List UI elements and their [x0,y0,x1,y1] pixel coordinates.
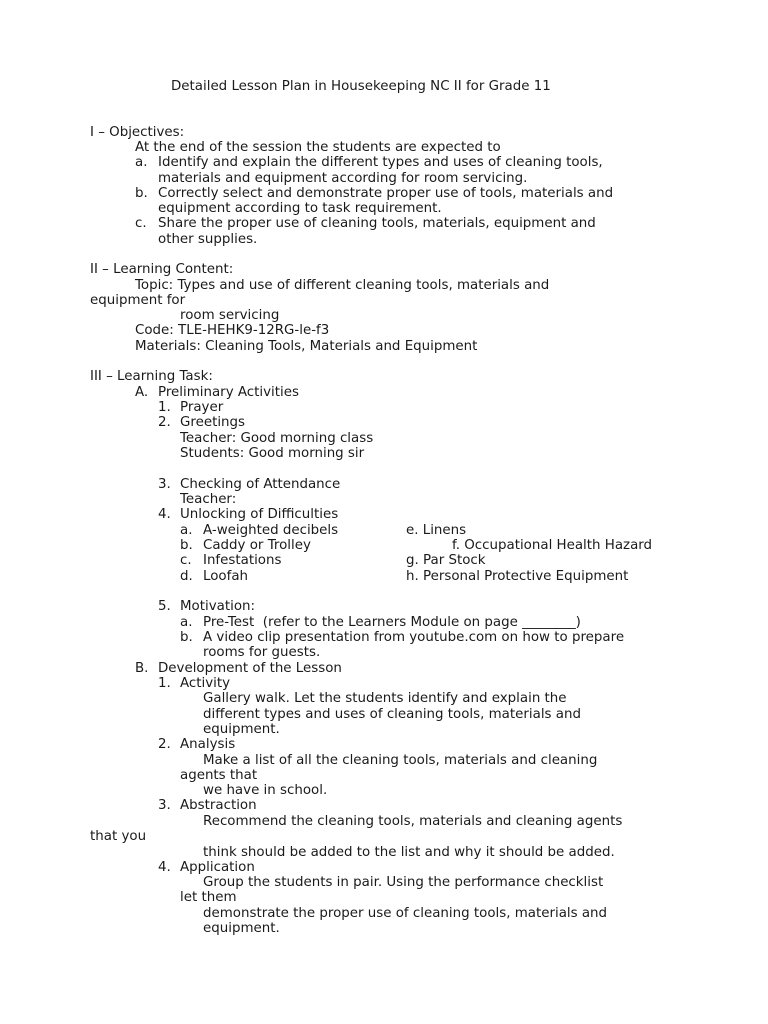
motivation-pretest: Pre-Test (refer to the Learners Module on page ________) [203,615,581,630]
objective-marker: b. [135,186,148,201]
activity-text: Gallery walk. Let the students identify and explain the [203,691,567,706]
term-right: e. Linens [406,523,467,538]
term-text: Infestations [203,553,282,568]
term-right: f. Occupational Health Hazard [452,538,653,553]
topic-line: Topic: Types and use of different cleaning tools, materials and [135,278,550,293]
activity-text: different types and uses of cleaning tools, materials and [203,707,581,722]
abstraction-text: that you [90,829,147,844]
analysis-text: we have in school. [203,783,328,798]
objective-marker: c. [135,216,147,231]
term-marker: b. [180,538,193,553]
section-marker: A. [135,385,149,400]
learning-content-heading: II – Learning Content: [90,262,234,277]
topic-line: room servicing [180,308,280,323]
application-text: demonstrate the proper use of cleaning tools, materials and [203,906,608,921]
development-label: Development of the Lesson [158,661,342,676]
term-text: Loofah [203,569,249,584]
greetings-students: Students: Good morning sir [180,446,365,461]
application-text: Group the students in pair. Using the performance checklist [203,875,604,890]
difficulties-label: Unlocking of Difficulties [180,507,339,522]
abstraction-text: Recommend the cleaning tools, materials and cleaning agents [203,814,623,829]
attendance-label: Checking of Attendance [180,477,341,492]
term-right: h. Personal Protective Equipment [406,569,629,584]
analysis-text: Make a list of all the cleaning tools, materials and cleaning [203,753,598,768]
objective-text: Correctly select and demonstrate proper use of tools, materials and [158,186,614,201]
activity-label: Activity [180,676,231,691]
greetings-teacher: Teacher: Good morning class [180,431,374,446]
item-marker: 2. [158,415,171,430]
abstraction-label: Abstraction [180,798,257,813]
code-line: Code: TLE-HEHK9-12RG-le-f3 [135,323,330,338]
application-label: Application [180,860,255,875]
term-right: g. Par Stock [406,553,486,568]
learning-task-heading: III – Learning Task: [90,369,213,384]
objective-text: Identify and explain the different types and uses of cleaning tools, [158,155,603,170]
prayer-label: Prayer [180,400,224,415]
motivation-marker: a. [180,615,193,630]
item-marker: 1. [158,676,171,691]
objective-text: Share the proper use of cleaning tools, materials, equipment and [158,216,596,231]
objective-marker: a. [135,155,148,170]
term-text: Caddy or Trolley [203,538,311,553]
materials-line: Materials: Cleaning Tools, Materials and Equipment [135,339,478,354]
motivation-marker: b. [180,630,193,645]
objectives-intro: At the end of the session the students are expected to [135,140,501,155]
objectives-heading: I – Objectives: [90,125,185,140]
section-marker: B. [135,661,149,676]
objective-text: equipment according to task requirement. [158,201,442,216]
item-marker: 3. [158,798,171,813]
item-marker: 1. [158,400,171,415]
term-marker: a. [180,523,193,538]
analysis-text: agents that [180,768,258,783]
objective-text: materials and equipment according for room servicing. [158,171,528,186]
item-marker: 3. [158,477,171,492]
abstraction-text: think should be added to the list and why it should be added. [203,845,615,860]
analysis-label: Analysis [180,737,236,752]
attendance-teacher: Teacher: [180,492,237,507]
topic-line: equipment for [90,293,186,308]
motivation-label: Motivation: [180,599,256,614]
motivation-video: A video clip presentation from youtube.com on how to prepare [203,630,625,645]
item-marker: 2. [158,737,171,752]
item-marker: 5. [158,599,171,614]
application-text: let them [180,890,237,905]
term-marker: c. [180,553,192,568]
motivation-video: rooms for guests. [203,645,321,660]
item-marker: 4. [158,507,171,522]
activity-text: equipment. [203,722,280,737]
objective-text: other supplies. [158,232,258,247]
item-marker: 4. [158,860,171,875]
document-title: Detailed Lesson Plan in Housekeeping NC II for Grade 11 [171,79,551,94]
application-text: equipment. [203,921,280,936]
term-marker: d. [180,569,193,584]
greetings-label: Greetings [180,415,245,430]
preliminary-activities-label: Preliminary Activities [158,385,299,400]
term-text: A-weighted decibels [203,523,339,538]
